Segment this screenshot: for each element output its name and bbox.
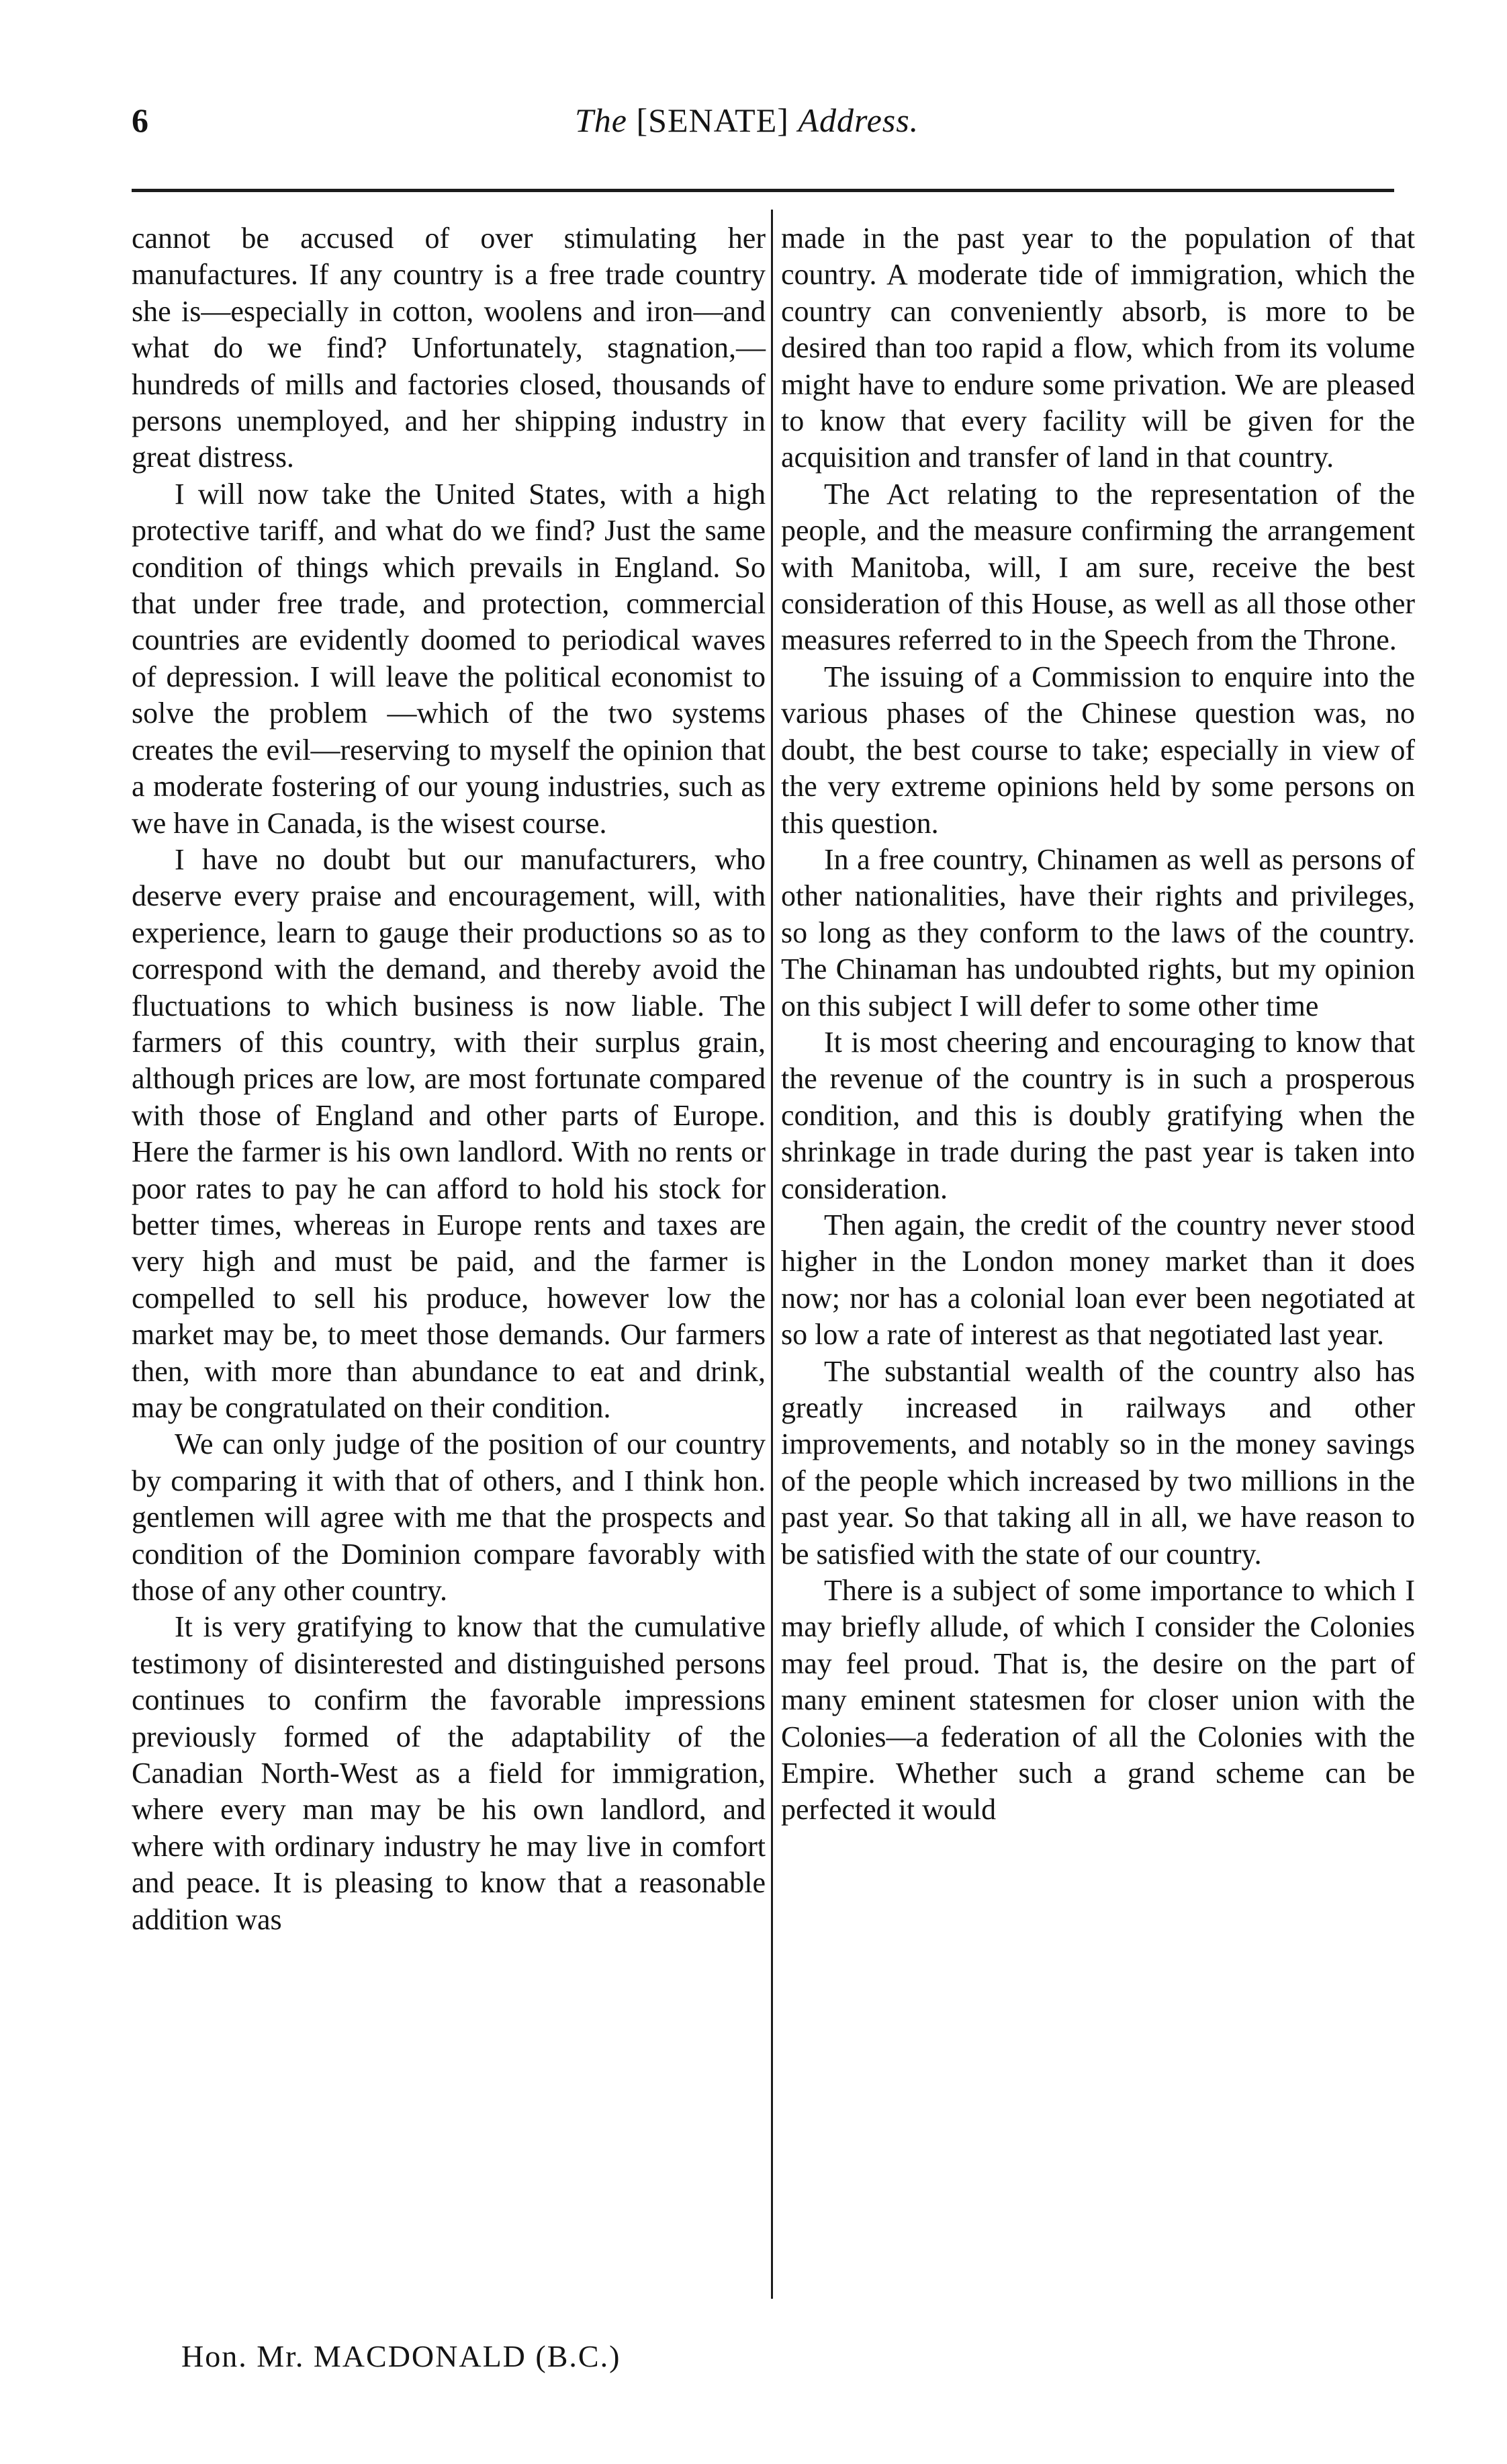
right-paragraph-8: There is a subject of some importance to which I may briefly allude, of which I consider the Colonies may feel proud. That is, the desire on the part of many eminent statesmen for closer union with the Colonies—a federation of all the Colonies with the Empire. Whether such a grand scheme can be perfected it would (781, 1574, 1415, 1827)
title-address: Address. (798, 101, 919, 139)
right-paragraph-6: Then again, the credit of the country never stood higher in the London money market than it does now; nor has a colonial loan ever been negotiated at so low a rate of interest as that negotiated last year. (781, 1208, 1415, 1352)
speaker-footer: Hon. Mr. MACDONALD (B.C.) (181, 2339, 621, 2373)
right-column (781, 220, 1415, 1829)
right-paragraph-4: In a free country, Chinamen as well as persons of other nationalities, have their rights and privileges, so long as they conform to the laws of the country. The Chinaman has undoubted rights, but my opinion on this subject I will defer to some other time (781, 842, 1415, 1022)
left-paragraph-2: I will now take the United States, with a high protective tariff, and what do we find? Just the same condition of things which prevails in England. So that under free trade, and protection, commercial countries are evidently doomed to periodical waves of depression. I will leave the political economist to solve the problem —which of the two systems creates the evil—reserving to myself the opinion that a moderate fostering of our young industries, such as we have in Canada, is the wisest course. (132, 477, 766, 840)
right-paragraph-7: The substantial wealth of the country also has greatly increased in railways and other improvements, and notably so in the money savings of the people which increased by two millions in the past year. So that taking all in all, we have reason to be satisfied with the state of our country. (781, 1354, 1415, 1571)
header-rule (132, 189, 1394, 192)
right-paragraph-1: made in the past year to the population of that country. A moderate tide of immigration, which the country can conveniently absorb, is more to be desired than too rapid a flow, which from its volume might have to endure some privation. We are pleased to know that every facility will be given for the acquisition and transfer of land in that country. (781, 222, 1415, 474)
column-divider (771, 210, 773, 2299)
running-header (132, 101, 1401, 155)
right-paragraph-3: The issuing of a Commission to enquire into the various phases of the Chinese question was, no doubt, the best course to take; especially in view of the very extreme opinions held by some persons on this question. (781, 660, 1415, 840)
left-column (132, 220, 766, 1938)
left-paragraph-4: We can only judge of the position of our country by comparing it with that of others, and I think hon. gentlemen will agree with me that the prospects and condition of the Dominion compare favorably with those of any other country. (132, 1427, 766, 1608)
right-paragraph-5: It is most cheering and encouraging to know that the revenue of the country is in such a prosperous condition, and this is doubly gratifying when the shrinkage in trade during the past year is taken into consideration. (781, 1025, 1415, 1205)
left-paragraph-3: I have no doubt but our manufacturers, who deserve every praise and encouragement, will, with experience, learn to gauge their productions so as to correspond with the demand, and thereby avoid the fluctuations to which business is now liable. The farmers of this country, with their surplus grain, although prices are low, are most fortunate compared with those of England and other parts of Europe. Here the farmer is his own landlord. With no rents or poor rates to pay he can afford to hold his stock for better times, whereas in Europe rents and taxes are very high and must be paid, and the farmer is compelled to sell his produce, however low the market may be, to meet those demands. Our farmers then, with more than abundance to eat and drink, may be congratulated on their condition. (132, 842, 766, 1424)
right-paragraph-2: The Act relating to the representation of the people, and the measure confirming the arrangement with Manitoba, will, I am sure, receive the best consideration of this House, as well as all those other measures referred to in the Speech from the Throne. (781, 477, 1415, 657)
page-number: 6 (132, 101, 148, 139)
page-title (575, 101, 919, 140)
left-paragraph-1: cannot be accused of over stimulating her manufactures. If any country is a free trade country she is—especially in cotton, woolens and iron—and what do we find? Unfortunately, stagnation,—hundreds of mills and factories closed, thousands of persons unemployed, and her shipping industry in great distress. (132, 222, 766, 474)
title-senate: [SENATE] (636, 101, 789, 139)
left-paragraph-5: It is very gratifying to know that the cumulative testimony of disinterested and distinguished persons continues to confirm the favorable impressions previously formed of the adaptability of the Canadian North-West as a field for immigration, where every man may be his own landlord, and where with ordinary industry he may live in comfort and peace. It is pleasing to know that a reasonable addition was (132, 1610, 766, 1936)
title-the: The (575, 101, 627, 139)
